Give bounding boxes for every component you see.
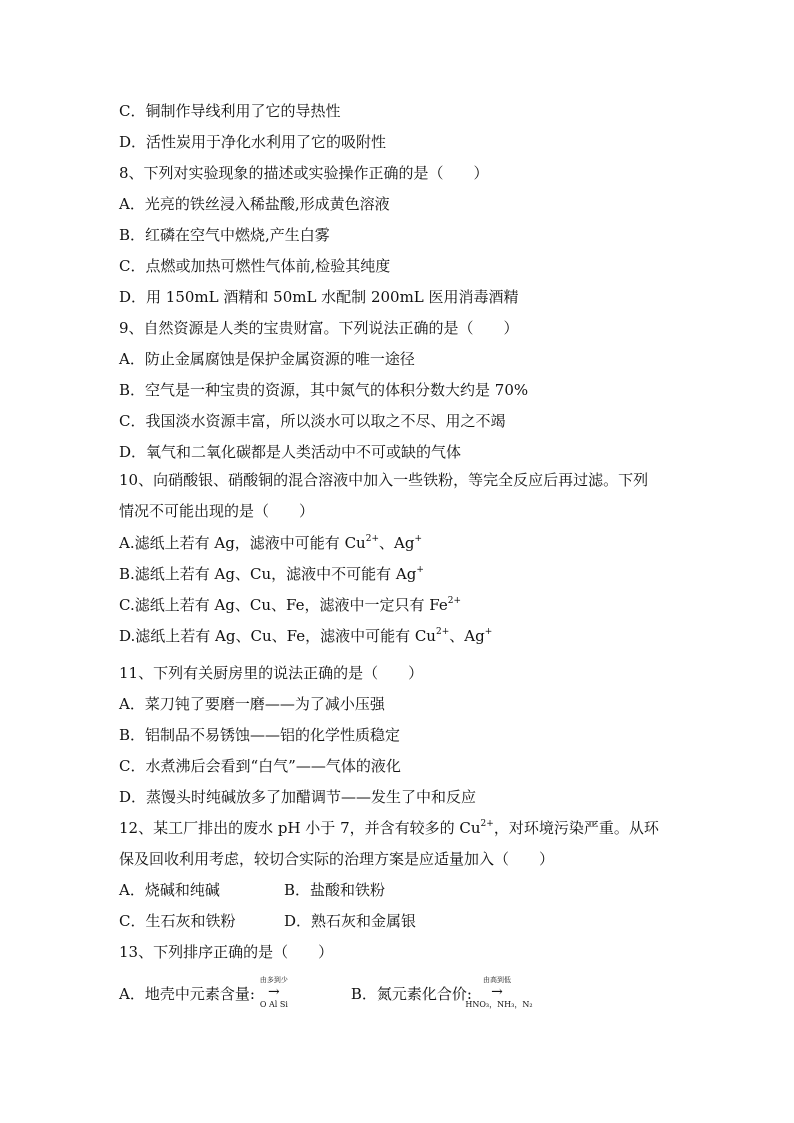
q10-stem-text-1: 10、向硝酸银、硝酸铜的混合溶液中加入一些铁粉，等完全反应后再过滤。下列 [119,471,649,489]
q9-option-b [119,380,528,400]
fe-charge: 2+ [447,596,462,606]
q10-stem-text-2: 情况不可能出现的是（ ） [119,502,315,520]
q13-options-ab [119,976,533,1010]
q13-option-b-arrow [465,976,533,1010]
q10-stem-line2 [119,501,314,521]
q10-option-a [119,533,422,553]
right-arrow-icon: → [268,984,280,1000]
q10-option-a-text: A.滤纸上若有 Ag，滤液中可能有 Cu [119,534,366,552]
q11-stem [119,663,423,683]
ag-charge: + [414,534,422,544]
q8-option-d [119,287,519,307]
q13-option-a-text: A．地壳中元素含量: [119,985,255,1003]
q9-stem [119,318,519,338]
q8-option-b [119,225,330,245]
cu-charge: 2+ [435,627,450,637]
q10-option-c-text: C.滤纸上若有 Ag、Cu、Fe，滤液中一定只有 Fe [119,596,448,614]
q10-stem-line1 [119,470,648,490]
q10-option-d [119,626,492,646]
q9-option-c-text: C．我国淡水资源丰富，所以淡水可以取之不尽、用之不竭 [119,412,506,430]
q13-option-a-arrow [257,976,291,1010]
q11-option-d [119,787,476,807]
q13-stem-text: 13、下列排序正确的是（ ） [119,943,334,961]
q10-option-d-text: D.滤纸上若有 Ag、Cu、Fe，滤液中可能有 Cu [119,627,436,645]
q12-stem-text-1a: 12、某工厂排出的废水 pH 小于 7，并含有较多的 Cu [119,819,481,837]
q12-option-b-text: B．盐酸和铁粉 [284,881,386,899]
q7-option-d-text: D．活性炭用于净化水利用了它的吸附性 [119,133,387,151]
q9-option-a-text: A．防止金属腐蚀是保护金属资源的唯一途径 [119,350,415,368]
q11-option-b-text: B．铝制品不易锈蚀——铝的化学性质稳定 [119,726,401,744]
q11-option-a [119,694,385,714]
q8-option-a [119,194,390,214]
q8-option-c-text: C．点燃或加热可燃性气体前,检验其纯度 [119,257,391,275]
q12-stem-text-1b: ，对环境污染严重。从环 [493,819,659,837]
q9-option-a [119,349,415,369]
q13-option-b-text: B．氮元素化合价: [350,985,472,1003]
q10-option-a-text-2: 、Ag [379,534,415,552]
arrow-top-label: 由多到少 [259,976,288,984]
ag-charge: + [484,627,493,637]
q10-option-b [119,564,424,584]
q12-options-cd [119,911,416,931]
q8-stem [119,163,489,183]
q9-option-c [119,411,505,431]
ag-charge: + [416,565,424,575]
q7-option-d [119,132,386,152]
q11-option-d-text: D．蒸馒头时纯碱放多了加醋调节——发生了中和反应 [119,788,477,806]
arrow-bottom-label: O Al Si [259,1000,288,1009]
q8-option-d-text: D．用 150mL 酒精和 50mL 水配制 200mL 医用消毒酒精 [119,288,519,306]
q11-option-a-text: A．菜刀钝了要磨一磨——为了减小压强 [119,695,385,713]
q11-option-c [119,756,401,776]
q12-stem-text-2: 保及回收利用考虑，较切合实际的治理方案是应适量加入（ ） [119,850,555,868]
q12-stem-line1 [119,818,659,838]
q13-stem [119,942,333,962]
q8-stem-text: 8、下列对实验现象的描述或实验操作正确的是（ ） [119,164,489,182]
q12-option-d-text: D．熟石灰和金属银 [284,912,417,930]
q11-stem-text: 11、下列有关厨房里的说法正确的是（ ） [119,664,424,682]
q9-stem-text: 9、自然资源是人类的宝贵财富。下列说法正确的是（ ） [119,319,519,337]
q11-option-c-text: C．水煮沸后会看到“白气”——气体的液化 [119,757,401,775]
cu-charge: 2+ [480,819,494,829]
right-arrow-icon: → [491,984,503,1000]
q9-option-d-text: D．氧气和二氧化碳都是人类活动中不可或缺的气体 [119,443,462,461]
q10-option-d-text-2: 、Ag [449,627,485,645]
cu-charge: 2+ [365,534,379,544]
q8-option-a-text: A．光亮的铁丝浸入稀盐酸,形成黄色溶液 [119,195,390,213]
q12-option-c-text: C．生石灰和铁粉 [119,912,236,930]
q9-option-d [119,442,461,462]
q12-stem-line2 [119,849,554,869]
arrow-top-label: 由高到低 [482,976,511,984]
q7-option-c [119,101,340,121]
q8-option-b-text: B．红磷在空气中燃烧,产生白雾 [119,226,330,244]
q7-option-c-text: C．铜制作导线利用了它的导热性 [119,102,341,120]
q8-option-c [119,256,390,276]
q9-option-b-text: B．空气是一种宝贵的资源，其中氮气的体积分数大约是 70% [119,381,529,399]
q12-option-a-text: A．烧碱和纯碱 [119,881,220,899]
q12-options-ab [119,880,385,900]
q10-option-b-text: B.滤纸上若有 Ag、Cu，滤液中不可能有 Ag [119,565,417,583]
arrow-bottom-label: HNO₃，NH₃，N₂ [465,1000,533,1009]
q10-option-c [119,595,461,615]
q11-option-b [119,725,400,745]
